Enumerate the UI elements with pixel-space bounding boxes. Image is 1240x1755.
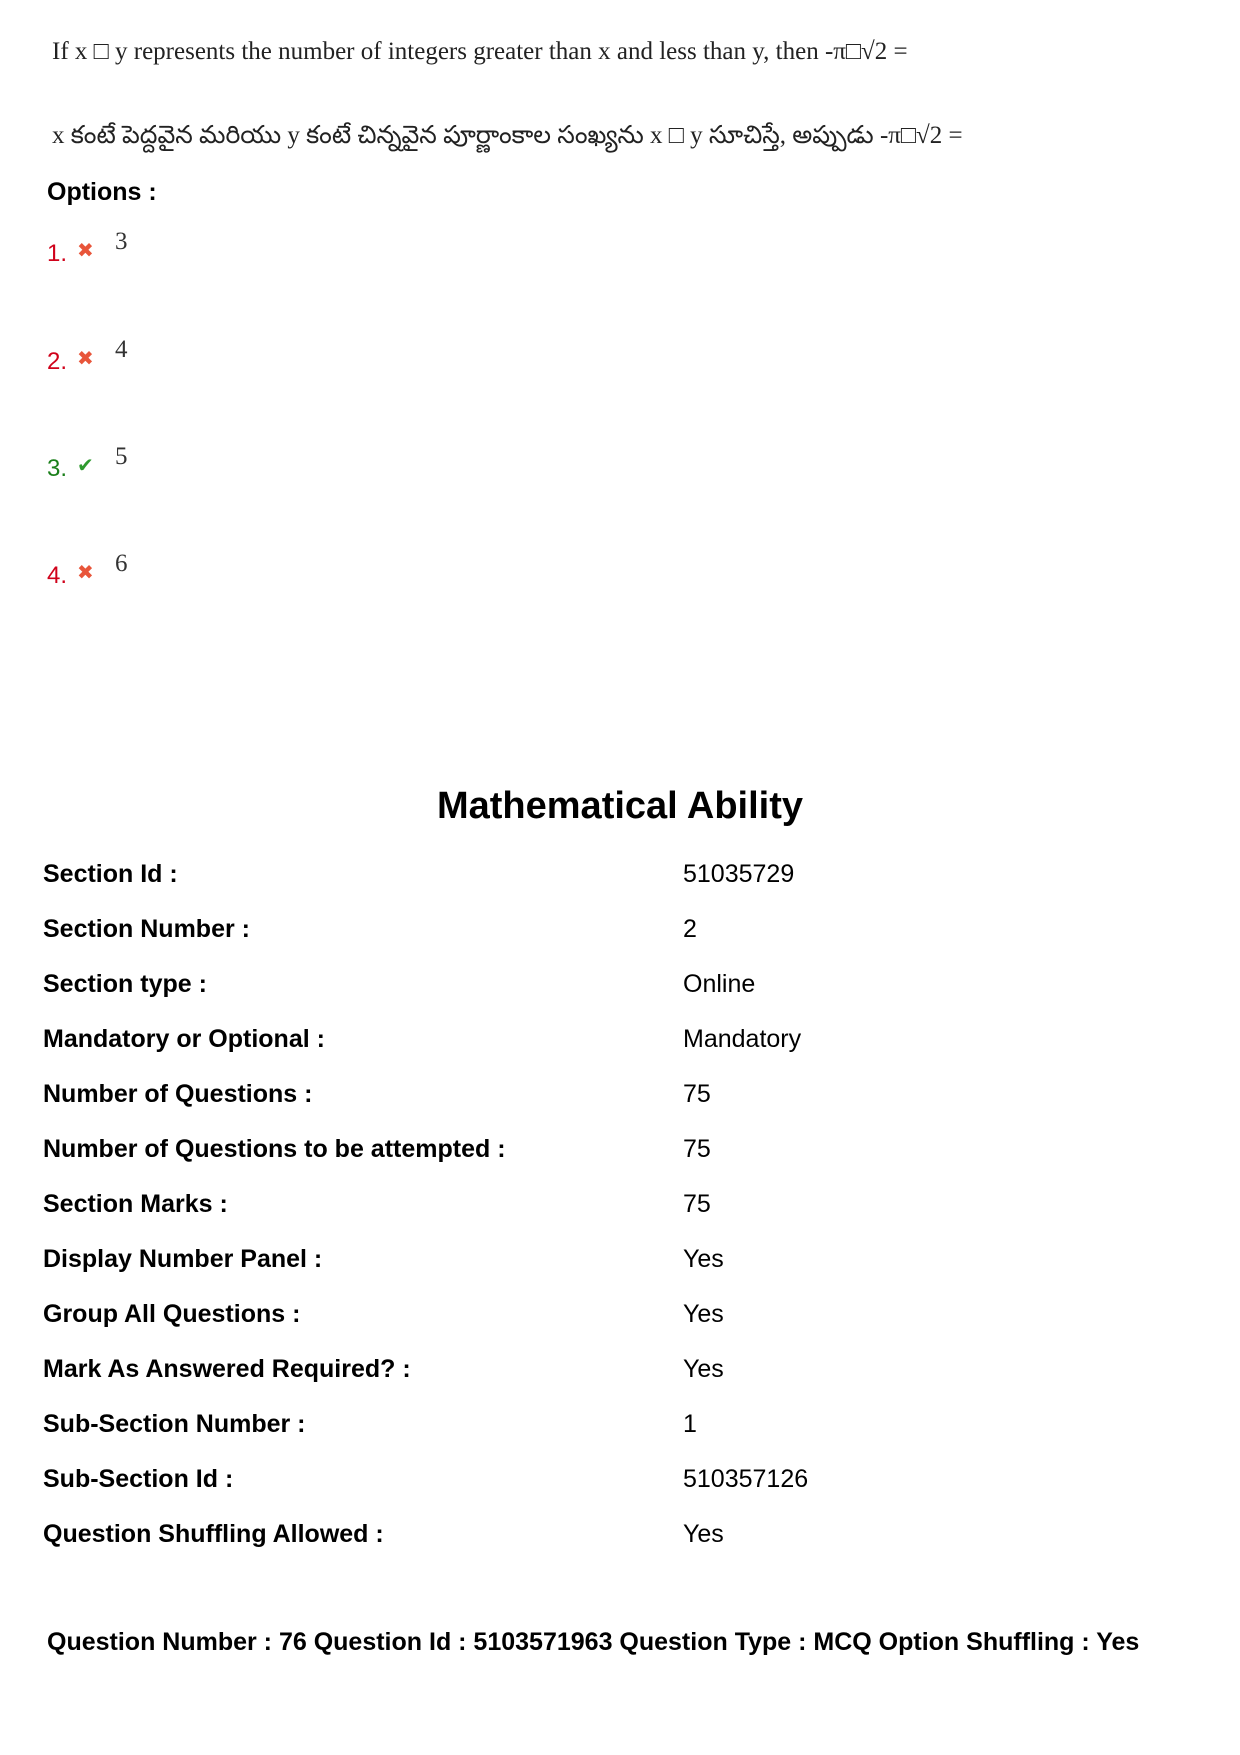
section-title: Mathematical Ability: [436, 785, 803, 827]
question-header-line: Question Number : 76 Question Id : 5103571963 Question Type : MCQ Option Shuffling : Yes: [47, 1628, 1140, 1656]
option-1: [47, 230, 347, 270]
option-number: 2.: [47, 348, 68, 375]
info-key: Section type :: [43, 970, 207, 998]
info-value: Yes: [683, 1245, 724, 1273]
info-key: Section Id :: [43, 860, 178, 888]
cross-icon: ✖: [77, 348, 94, 370]
info-row-display-number-panel: [43, 1245, 1193, 1285]
question-text-english: If x □ y represents the number of integers greater than x and less than y, then -π□√2 =: [52, 38, 908, 65]
info-key: Number of Questions :: [43, 1080, 313, 1108]
info-row-question-shuffling: [43, 1520, 1193, 1560]
info-value: Yes: [683, 1355, 724, 1383]
info-key: Number of Questions to be attempted :: [43, 1135, 506, 1163]
option-number: 3.: [47, 455, 68, 482]
cross-icon: ✖: [77, 240, 94, 262]
question-text-telugu: x కంటే పెద్దవైన మరియు y కంటే చిన్నవైన పూర్ణాంకాల సంఖ్యను x □ y సూచిస్తే, అప్పుడు -π□√2 =: [52, 122, 963, 149]
info-key: Section Number :: [43, 915, 250, 943]
info-value: 2: [683, 915, 697, 943]
info-key: Sub-Section Id :: [43, 1465, 234, 1493]
info-value: Mandatory: [683, 1025, 802, 1053]
info-key: Display Number Panel :: [43, 1245, 323, 1273]
info-row-section-number: [43, 915, 1193, 955]
option-2: [47, 338, 347, 378]
option-value: 6: [115, 550, 128, 577]
info-value: 75: [683, 1080, 711, 1108]
info-row-section-id: [43, 860, 1193, 900]
info-row-number-of-questions: [43, 1080, 1193, 1120]
info-row-sub-section-number: [43, 1410, 1193, 1450]
options-label: Options :: [47, 178, 157, 206]
option-4: [47, 552, 347, 592]
option-value: 4: [115, 336, 128, 363]
info-key: Question Shuffling Allowed :: [43, 1520, 384, 1548]
info-key: Section Marks :: [43, 1190, 228, 1218]
info-key: Mark As Answered Required? :: [43, 1355, 411, 1383]
info-row-mark-as-answered: [43, 1355, 1193, 1395]
info-value: 510357126: [683, 1465, 809, 1493]
info-value: 75: [683, 1190, 711, 1218]
info-value: 75: [683, 1135, 711, 1163]
option-value: 3: [115, 228, 128, 255]
info-row-group-all-questions: [43, 1300, 1193, 1340]
option-value: 5: [115, 443, 128, 470]
option-3: [47, 445, 347, 485]
info-value: Yes: [683, 1300, 724, 1328]
info-value: Online: [683, 970, 756, 998]
info-value: 51035729: [683, 860, 795, 888]
check-icon: ✔: [77, 455, 94, 477]
info-value: 1: [683, 1410, 697, 1438]
info-key: Mandatory or Optional :: [43, 1025, 325, 1053]
info-key: Sub-Section Number :: [43, 1410, 306, 1438]
option-number: 1.: [47, 240, 68, 267]
option-number: 4.: [47, 562, 68, 589]
info-row-section-type: [43, 970, 1193, 1010]
info-value: Yes: [683, 1520, 724, 1548]
info-row-questions-to-attempt: [43, 1135, 1193, 1175]
cross-icon: ✖: [77, 562, 94, 584]
info-row-section-marks: [43, 1190, 1193, 1230]
info-key: Group All Questions :: [43, 1300, 301, 1328]
info-row-mandatory-or-optional: [43, 1025, 1193, 1065]
info-row-sub-section-id: [43, 1465, 1193, 1505]
